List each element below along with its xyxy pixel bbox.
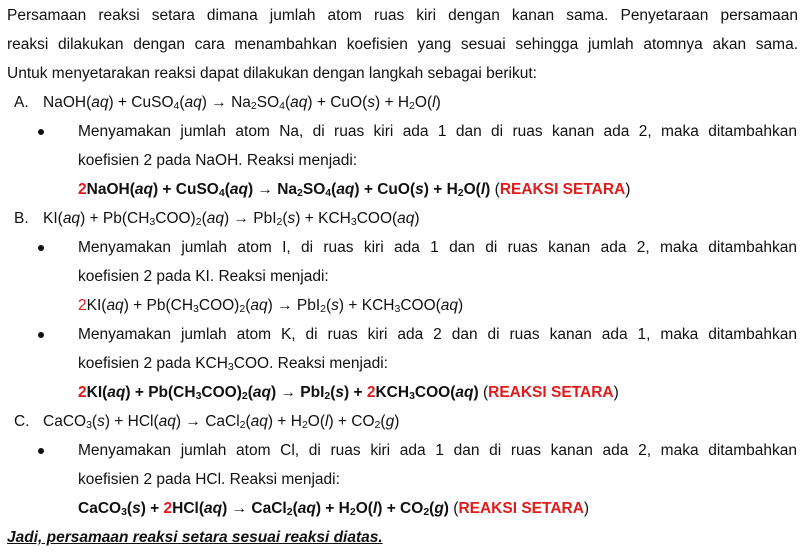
item-letter-a: A. — [14, 94, 29, 111]
intro-line-3: Untuk menyetarakan reaksi dapat dilakukan dengan langkah sebagai berikut: — [7, 65, 537, 82]
equation-b: $KI(aq) + Pb(CH_3COO)_2(aq) \to PbI_2(s) + KCH_3COO(aq)$ — [43, 210, 420, 228]
step-b1-line-1: Menyamakan jumlah atom I, di ruas kiri ada 1 dan di ruas kanan ada 2, maka ditambahkan — [78, 239, 797, 256]
step-c1-line-1: Menyamakan jumlah atom Cl, di ruas kiri ada 1 dan di ruas kanan ada 2, maka ditambahkan — [78, 442, 797, 459]
status-label: REAKSI SETARA — [499, 181, 626, 198]
bullet-icon — [38, 129, 44, 135]
result-equation: 2NaOH(aq) + CuSO$_4$(aq) → $Na_2SO_4(aq) + CuO(s) + H_2O(l)$ — [78, 181, 491, 199]
intro-line-2: reaksi dilakukan dengan cara menambahkan koefisien yang sesuai sehingga jumlah atomnya akan sama. — [7, 36, 798, 53]
result-equation: $2KI(aq) + Pb(CH_3COO)_2(aq) \to PbI_2(s) + 2KCH_3COO(aq)$ — [78, 384, 479, 402]
result-a1: 2NaOH(aq) + CuSO$_4$(aq) → $Na_2SO_4(aq) + CuO(s) + H_2O(l)$ (REAKSI SETARA) — [78, 181, 631, 199]
step-a1-line-2: koefisien 2 pada NaOH. Reaksi menjadi: — [78, 152, 358, 169]
step-c1-line-2: koefisien 2 pada HCl. Reaksi menjadi: — [78, 471, 340, 488]
step-b2-line-2: koefisien 2 pada $KCH_3COO$. Reaksi menjadi: — [78, 355, 388, 373]
item-letter-c: C. — [14, 413, 30, 430]
equation-c: CaCO$_3$(s) + HCl(aq) → CaCl$_2$(aq) + $H_2O(l) + CO_2(g)$ — [43, 413, 400, 431]
step-b1-line-2: koefisien 2 pada KI. Reaksi menjadi: — [78, 268, 329, 285]
conclusion: Jadi, persamaan reaksi setara sesuai reaksi diatas. — [7, 529, 383, 546]
result-c1: CaCO$_3$(s) + 2HCl(aq) → CaCl$_2$(aq) + $H_2O(l) + CO_2(g)$ (REAKSI SETARA) — [78, 500, 590, 518]
status-label: REAKSI SETARA — [458, 500, 584, 517]
step-b2-line-1: Menyamakan jumlah atom K, di ruas kiri ada 2 dan di ruas kanan ada 1, maka ditambahkan — [78, 326, 797, 343]
result-equation: CaCO$_3$(s) + 2HCl(aq) → CaCl$_2$(aq) + $H_2O(l) + CO_2(g)$ — [78, 500, 449, 518]
equation-a: NaOH(aq) + CuSO$_4$(aq) → $Na_2SO_4(aq) + CuO(s) + H_2O(l)$ — [43, 94, 441, 112]
item-letter-b: B. — [14, 210, 29, 227]
result-b2: $2KI(aq) + Pb(CH_3COO)_2(aq) \to PbI_2(s) + 2KCH_3COO(aq)$ (REAKSI SETARA) — [78, 384, 619, 402]
step-a1-line-1: Menyamakan jumlah atom Na, di ruas kiri ada 1 dan di ruas kanan ada 2, maka ditambahkan — [78, 123, 797, 140]
status-label: REAKSI SETARA — [488, 384, 614, 401]
intro-line-1: Persamaan reaksi setara dimana jumlah atom ruas kiri dengan kanan sama. Penyetaraan persamaan — [7, 7, 798, 24]
bullet-icon — [38, 245, 44, 251]
bullet-icon — [38, 448, 44, 454]
bullet-icon — [38, 332, 44, 338]
result-b1: $2KI(aq) + Pb(CH_3COO)_2(aq) \to PbI_2(s) + KCH_3COO(aq)$ — [78, 297, 464, 315]
